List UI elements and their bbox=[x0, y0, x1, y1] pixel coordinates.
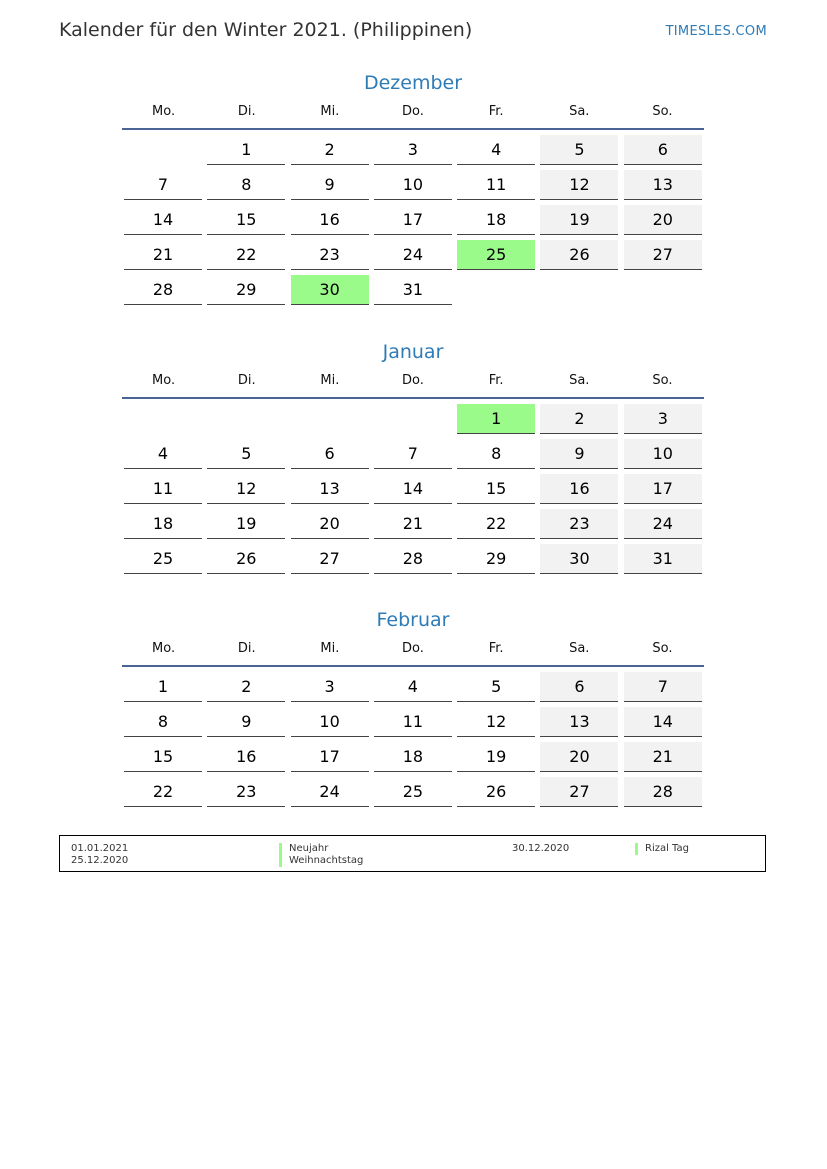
day-cell: 10 bbox=[624, 439, 702, 469]
day-cell: 7 bbox=[124, 170, 202, 200]
weekday-label: Mo. bbox=[152, 372, 176, 388]
day-cell: 1 bbox=[124, 672, 202, 702]
day-cell: 13 bbox=[540, 707, 618, 737]
day-cell: 9 bbox=[291, 170, 369, 200]
legend-date: 25.12.2020 bbox=[71, 855, 129, 866]
day-cell: 21 bbox=[374, 509, 452, 539]
day-cell: 26 bbox=[207, 544, 285, 574]
day-cell: 14 bbox=[124, 205, 202, 235]
day-grid bbox=[122, 135, 704, 305]
legend-row bbox=[60, 855, 765, 867]
weekday-label: Do. bbox=[402, 372, 424, 388]
day-cell: 10 bbox=[374, 170, 452, 200]
weekday-label: Mi. bbox=[320, 640, 340, 656]
day-cell: 29 bbox=[207, 275, 285, 305]
day-cell: 16 bbox=[291, 205, 369, 235]
day-cell: 18 bbox=[374, 742, 452, 772]
empty-cell bbox=[291, 404, 369, 434]
day-cell: 27 bbox=[624, 240, 702, 270]
weekday-label: Sa. bbox=[569, 103, 590, 119]
day-cell: 26 bbox=[540, 240, 618, 270]
header-rule bbox=[122, 397, 704, 399]
day-grid bbox=[122, 672, 704, 807]
day-cell: 28 bbox=[624, 777, 702, 807]
day-cell: 23 bbox=[291, 240, 369, 270]
day-cell: 22 bbox=[207, 240, 285, 270]
day-cell: 8 bbox=[457, 439, 535, 469]
day-cell: 4 bbox=[457, 135, 535, 165]
day-cell: 18 bbox=[457, 205, 535, 235]
day-cell: 24 bbox=[624, 509, 702, 539]
day-cell: 23 bbox=[207, 777, 285, 807]
weekday-label: So. bbox=[652, 372, 673, 388]
day-cell: 12 bbox=[457, 707, 535, 737]
weekday-header bbox=[122, 98, 704, 124]
day-cell: 15 bbox=[124, 742, 202, 772]
weekday-label: Sa. bbox=[569, 640, 590, 656]
day-cell: 7 bbox=[624, 672, 702, 702]
day-cell: 28 bbox=[124, 275, 202, 305]
legend-name: Rizal Tag bbox=[635, 843, 689, 855]
day-cell: 11 bbox=[374, 707, 452, 737]
weekday-label: Fr. bbox=[488, 103, 504, 119]
day-cell: 27 bbox=[540, 777, 618, 807]
day-cell: 21 bbox=[624, 742, 702, 772]
weekday-header bbox=[122, 635, 704, 661]
month-januar bbox=[122, 337, 704, 574]
weekday-label: So. bbox=[652, 640, 673, 656]
weekday-label: Mi. bbox=[320, 372, 340, 388]
day-cell: 15 bbox=[207, 205, 285, 235]
day-cell: 5 bbox=[207, 439, 285, 469]
day-cell: 7 bbox=[374, 439, 452, 469]
day-cell: 17 bbox=[374, 205, 452, 235]
day-cell: 20 bbox=[540, 742, 618, 772]
weekday-label: Di. bbox=[237, 103, 256, 119]
day-cell: 26 bbox=[457, 777, 535, 807]
weekday-label: Mo. bbox=[152, 103, 176, 119]
day-cell: 23 bbox=[540, 509, 618, 539]
day-cell: 4 bbox=[124, 439, 202, 469]
empty-cell bbox=[124, 404, 202, 434]
weekday-label: Di. bbox=[237, 640, 256, 656]
day-grid bbox=[122, 404, 704, 574]
legend-name: Weihnachtstag bbox=[279, 855, 363, 867]
day-cell: 12 bbox=[540, 170, 618, 200]
weekday-label: So. bbox=[652, 103, 673, 119]
weekday-label: Mi. bbox=[320, 103, 340, 119]
legend-date: 30.12.2020 bbox=[512, 843, 570, 854]
legend-name: Neujahr bbox=[279, 843, 328, 855]
empty-cell bbox=[207, 404, 285, 434]
empty-cell bbox=[374, 404, 452, 434]
day-cell: 31 bbox=[624, 544, 702, 574]
weekday-label: Fr. bbox=[488, 640, 504, 656]
day-cell: 5 bbox=[457, 672, 535, 702]
holiday-day-cell: 1 bbox=[457, 404, 535, 434]
day-cell: 11 bbox=[457, 170, 535, 200]
day-cell: 28 bbox=[374, 544, 452, 574]
day-cell: 9 bbox=[207, 707, 285, 737]
day-cell: 18 bbox=[124, 509, 202, 539]
day-cell: 6 bbox=[540, 672, 618, 702]
holiday-legend bbox=[59, 835, 766, 872]
day-cell: 19 bbox=[207, 509, 285, 539]
day-cell: 3 bbox=[291, 672, 369, 702]
day-cell: 20 bbox=[291, 509, 369, 539]
day-cell: 20 bbox=[624, 205, 702, 235]
day-cell: 2 bbox=[207, 672, 285, 702]
day-cell: 14 bbox=[624, 707, 702, 737]
day-cell: 5 bbox=[540, 135, 618, 165]
weekday-header bbox=[122, 367, 704, 393]
day-cell: 2 bbox=[291, 135, 369, 165]
month-title: Januar bbox=[382, 341, 444, 363]
day-cell: 1 bbox=[207, 135, 285, 165]
day-cell: 16 bbox=[207, 742, 285, 772]
day-cell: 8 bbox=[124, 707, 202, 737]
holiday-day-cell: 25 bbox=[457, 240, 535, 270]
weekday-label: Di. bbox=[237, 372, 256, 388]
header-rule bbox=[122, 128, 704, 130]
day-cell: 13 bbox=[624, 170, 702, 200]
holiday-day-cell: 30 bbox=[291, 275, 369, 305]
day-cell: 2 bbox=[540, 404, 618, 434]
day-cell: 22 bbox=[457, 509, 535, 539]
day-cell: 14 bbox=[374, 474, 452, 504]
day-cell: 31 bbox=[374, 275, 452, 305]
day-cell: 3 bbox=[374, 135, 452, 165]
day-cell: 10 bbox=[291, 707, 369, 737]
day-cell: 19 bbox=[540, 205, 618, 235]
day-cell: 25 bbox=[374, 777, 452, 807]
day-cell: 22 bbox=[124, 777, 202, 807]
day-cell: 13 bbox=[291, 474, 369, 504]
weekday-label: Mo. bbox=[152, 640, 176, 656]
day-cell: 8 bbox=[207, 170, 285, 200]
day-cell: 25 bbox=[124, 544, 202, 574]
legend-row bbox=[60, 843, 765, 855]
day-cell: 24 bbox=[291, 777, 369, 807]
day-cell: 4 bbox=[374, 672, 452, 702]
brand-link[interactable]: TIMESLES.COM bbox=[665, 24, 767, 39]
month-dezember bbox=[122, 68, 704, 305]
day-cell: 3 bbox=[624, 404, 702, 434]
month-title: Dezember bbox=[363, 72, 463, 94]
day-cell: 27 bbox=[291, 544, 369, 574]
day-cell: 6 bbox=[291, 439, 369, 469]
day-cell: 9 bbox=[540, 439, 618, 469]
empty-cell bbox=[124, 135, 202, 165]
day-cell: 6 bbox=[624, 135, 702, 165]
day-cell: 16 bbox=[540, 474, 618, 504]
day-cell: 17 bbox=[624, 474, 702, 504]
weekday-label: Fr. bbox=[488, 372, 504, 388]
day-cell: 29 bbox=[457, 544, 535, 574]
day-cell: 30 bbox=[540, 544, 618, 574]
day-cell: 11 bbox=[124, 474, 202, 504]
month-februar bbox=[122, 605, 704, 807]
month-title: Februar bbox=[376, 609, 450, 631]
day-cell: 24 bbox=[374, 240, 452, 270]
weekday-label: Do. bbox=[402, 103, 424, 119]
weekday-label: Do. bbox=[402, 640, 424, 656]
day-cell: 19 bbox=[457, 742, 535, 772]
day-cell: 17 bbox=[291, 742, 369, 772]
legend-date: 01.01.2021 bbox=[71, 843, 129, 854]
page-title: Kalender für den Winter 2021. (Philippinen) bbox=[59, 19, 473, 41]
header-rule bbox=[122, 665, 704, 667]
weekday-label: Sa. bbox=[569, 372, 590, 388]
day-cell: 15 bbox=[457, 474, 535, 504]
day-cell: 12 bbox=[207, 474, 285, 504]
day-cell: 21 bbox=[124, 240, 202, 270]
